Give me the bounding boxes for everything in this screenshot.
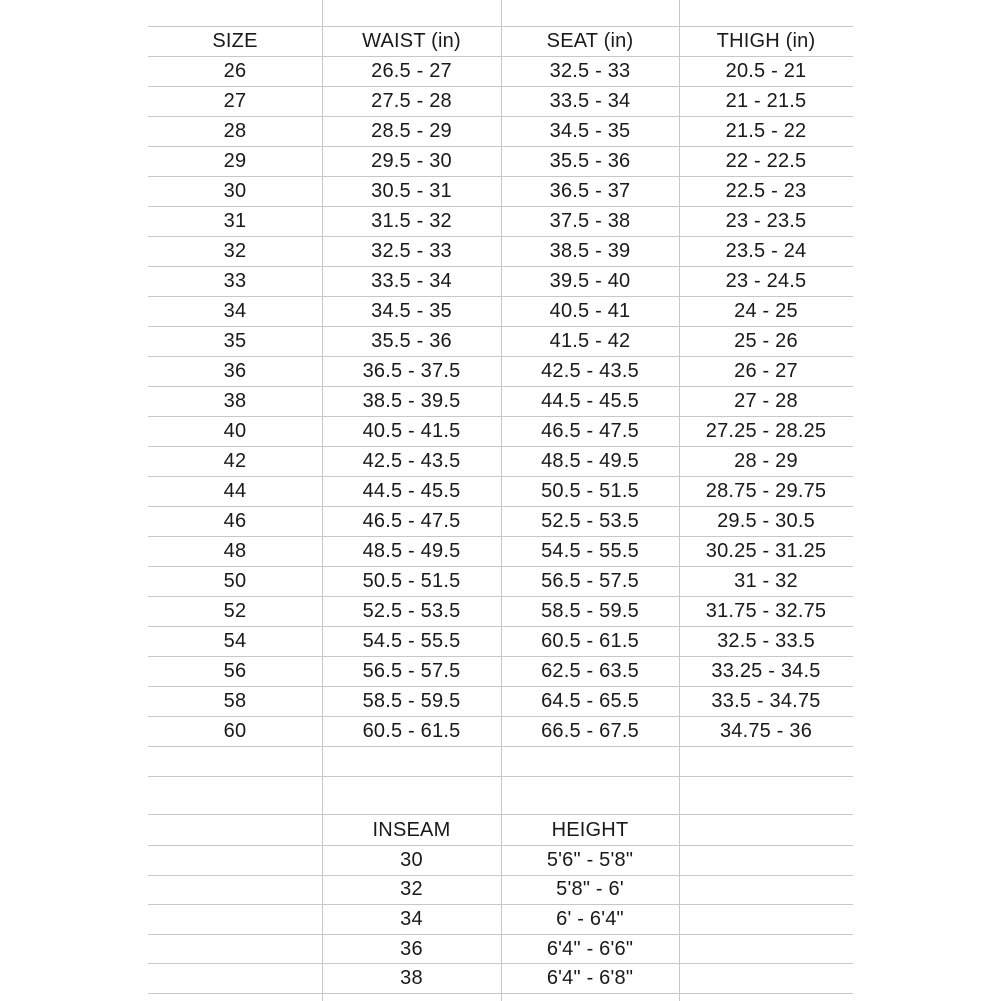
cell-empty — [148, 846, 322, 875]
cell-thigh: 34.75 - 36 — [719, 720, 813, 742]
cell-waist: 44.5 - 45.5 — [362, 480, 461, 502]
table-row — [148, 57, 853, 87]
cell-size: 48 — [223, 540, 247, 562]
table-row — [148, 657, 853, 687]
cell-size: 46 — [223, 510, 247, 532]
cell-waist: 30.5 - 31 — [371, 180, 452, 202]
cell-seat: 44.5 - 45.5 — [541, 390, 639, 412]
table-row — [148, 717, 853, 747]
cell-thigh: 27.25 - 28.25 — [705, 420, 827, 442]
cell-waist: 36.5 - 37.5 — [362, 360, 461, 382]
header-size: SIZE — [212, 30, 258, 52]
cell-waist: 34.5 - 35 — [371, 300, 452, 322]
cell-thigh: 27 - 28 — [734, 390, 798, 412]
table-row — [148, 964, 853, 994]
inseam-table-header-row — [148, 815, 853, 846]
cell-thigh: 28 - 29 — [734, 450, 798, 472]
header-empty — [148, 815, 322, 845]
cell-size: 29 — [223, 150, 247, 172]
cell-size: 34 — [223, 300, 247, 322]
cell-waist: 56.5 - 57.5 — [362, 660, 461, 682]
table-row — [148, 846, 853, 876]
cell-height: 5'8" - 6' — [556, 878, 624, 901]
table-row — [148, 507, 853, 537]
cell-waist: 58.5 - 59.5 — [362, 690, 461, 712]
cell-seat: 48.5 - 49.5 — [541, 450, 639, 472]
cell-waist: 29.5 - 30 — [371, 150, 452, 172]
cell-size: 58 — [223, 690, 247, 712]
cell-size: 30 — [223, 180, 247, 202]
cell-empty — [148, 935, 322, 964]
cell-empty — [679, 846, 853, 875]
cell-seat: 54.5 - 55.5 — [541, 540, 639, 562]
cell-thigh: 23 - 24.5 — [725, 270, 807, 292]
table-row — [148, 627, 853, 657]
cell-thigh: 29.5 - 30.5 — [717, 510, 815, 532]
cell-size: 36 — [223, 360, 247, 382]
spacer-row — [148, 777, 853, 815]
cell-empty — [679, 935, 853, 964]
table-row — [148, 477, 853, 507]
cell-seat: 41.5 - 42 — [549, 330, 631, 352]
table-row — [148, 297, 853, 327]
cell-waist: 46.5 - 47.5 — [362, 510, 461, 532]
size-table-header-row — [148, 27, 853, 57]
cell-seat: 37.5 - 38 — [549, 210, 631, 232]
cell-waist: 60.5 - 61.5 — [362, 720, 461, 742]
cell-size: 42 — [223, 450, 247, 472]
cell-size: 56 — [223, 660, 247, 682]
cell-waist: 28.5 - 29 — [371, 120, 452, 142]
cell-inseam: 34 — [400, 907, 423, 930]
cell-waist: 31.5 - 32 — [371, 210, 452, 232]
cell-waist: 48.5 - 49.5 — [362, 540, 461, 562]
cell-size: 60 — [223, 720, 247, 742]
cell-empty — [148, 964, 322, 993]
table-row — [148, 267, 853, 297]
header-empty — [679, 815, 853, 845]
cell-seat: 46.5 - 47.5 — [541, 420, 639, 442]
cell-seat: 38.5 - 39 — [549, 240, 631, 262]
cell-seat: 42.5 - 43.5 — [541, 360, 639, 382]
cell-waist: 50.5 - 51.5 — [362, 570, 461, 592]
cell-seat: 32.5 - 33 — [549, 60, 631, 82]
cell-waist: 35.5 - 36 — [371, 330, 452, 352]
header-thigh: THIGH (in) — [716, 30, 816, 52]
size-table-body — [148, 57, 853, 747]
cell-height: 6' - 6'4" — [556, 907, 624, 930]
cell-seat: 34.5 - 35 — [549, 120, 631, 142]
cell-thigh: 23.5 - 24 — [725, 240, 807, 262]
cell-inseam: 38 — [400, 967, 423, 990]
cell-size: 32 — [223, 240, 247, 262]
cell-waist: 52.5 - 53.5 — [362, 600, 461, 622]
cell-size: 33 — [223, 270, 247, 292]
cell-thigh: 30.25 - 31.25 — [705, 540, 827, 562]
cell-seat: 66.5 - 67.5 — [541, 720, 639, 742]
cell-thigh: 31 - 32 — [734, 570, 798, 592]
cell-seat: 40.5 - 41 — [549, 300, 631, 322]
cell-thigh: 22 - 22.5 — [725, 150, 807, 172]
spacer-row — [148, 747, 853, 777]
cell-seat: 50.5 - 51.5 — [541, 480, 639, 502]
cell-empty — [148, 876, 322, 905]
cell-thigh: 21 - 21.5 — [725, 90, 807, 112]
cell-waist: 38.5 - 39.5 — [362, 390, 461, 412]
cell-empty — [679, 876, 853, 905]
cell-height: 5'6" - 5'8" — [546, 848, 634, 871]
cell-thigh: 31.75 - 32.75 — [705, 600, 827, 622]
cell-size: 54 — [223, 630, 247, 652]
table-row — [148, 147, 853, 177]
cell-thigh: 22.5 - 23 — [725, 180, 807, 202]
header-seat: SEAT (in) — [546, 30, 634, 52]
cell-size: 40 — [223, 420, 247, 442]
cell-size: 31 — [223, 210, 247, 232]
cell-inseam: 30 — [400, 848, 423, 871]
cell-size: 50 — [223, 570, 247, 592]
header-inseam: INSEAM — [372, 818, 451, 841]
cell-seat: 62.5 - 63.5 — [541, 660, 639, 682]
cell-seat: 36.5 - 37 — [549, 180, 631, 202]
cell-seat: 39.5 - 40 — [549, 270, 631, 292]
table-row — [148, 687, 853, 717]
table-row — [148, 117, 853, 147]
cell-waist: 27.5 - 28 — [371, 90, 452, 112]
cell-waist: 40.5 - 41.5 — [362, 420, 461, 442]
table-row — [148, 567, 853, 597]
cell-seat: 56.5 - 57.5 — [541, 570, 639, 592]
cell-size: 28 — [223, 120, 247, 142]
cell-thigh: 24 - 25 — [734, 300, 798, 322]
cell-thigh: 21.5 - 22 — [725, 120, 807, 142]
table-row — [148, 327, 853, 357]
cell-seat: 60.5 - 61.5 — [541, 630, 639, 652]
cell-waist: 42.5 - 43.5 — [362, 450, 461, 472]
table-row — [148, 935, 853, 965]
cell-seat: 52.5 - 53.5 — [541, 510, 639, 532]
cell-height: 6'4" - 6'6" — [546, 937, 634, 960]
table-row — [148, 417, 853, 447]
cell-seat: 35.5 - 36 — [549, 150, 631, 172]
inseam-table-body — [148, 846, 853, 994]
cell-inseam: 32 — [400, 878, 423, 901]
cell-thigh: 32.5 - 33.5 — [717, 630, 815, 652]
header-height: HEIGHT — [551, 818, 629, 841]
cell-size: 52 — [223, 600, 247, 622]
table-row — [148, 87, 853, 117]
sheet-grid — [148, 26, 853, 994]
cell-waist: 54.5 - 55.5 — [362, 630, 461, 652]
cell-empty — [679, 964, 853, 993]
table-row — [148, 387, 853, 417]
cell-thigh: 26 - 27 — [734, 360, 798, 382]
cell-height: 6'4" - 6'8" — [546, 967, 634, 990]
cell-thigh: 28.75 - 29.75 — [705, 480, 827, 502]
cell-size: 26 — [223, 60, 247, 82]
cell-thigh: 20.5 - 21 — [725, 60, 807, 82]
table-row — [148, 597, 853, 627]
cell-inseam: 36 — [400, 937, 423, 960]
table-row — [148, 876, 853, 906]
cell-thigh: 23 - 23.5 — [725, 210, 807, 232]
cell-seat: 33.5 - 34 — [549, 90, 631, 112]
cell-seat: 58.5 - 59.5 — [541, 600, 639, 622]
table-row — [148, 447, 853, 477]
cell-empty — [679, 905, 853, 934]
header-waist: WAIST (in) — [362, 30, 461, 52]
cell-size: 35 — [223, 330, 247, 352]
cell-thigh: 25 - 26 — [734, 330, 798, 352]
cell-size: 44 — [223, 480, 247, 502]
table-row — [148, 905, 853, 935]
cell-thigh: 33.25 - 34.5 — [711, 660, 821, 682]
table-row — [148, 207, 853, 237]
table-row — [148, 177, 853, 207]
cell-size: 38 — [223, 390, 247, 412]
cell-waist: 32.5 - 33 — [371, 240, 452, 262]
table-row — [148, 357, 853, 387]
cell-size: 27 — [223, 90, 247, 112]
cell-waist: 33.5 - 34 — [371, 270, 452, 292]
cell-seat: 64.5 - 65.5 — [541, 690, 639, 712]
table-row — [148, 537, 853, 567]
cell-waist: 26.5 - 27 — [371, 60, 452, 82]
cell-thigh: 33.5 - 34.75 — [711, 690, 821, 712]
table-row — [148, 237, 853, 267]
cell-empty — [148, 905, 322, 934]
